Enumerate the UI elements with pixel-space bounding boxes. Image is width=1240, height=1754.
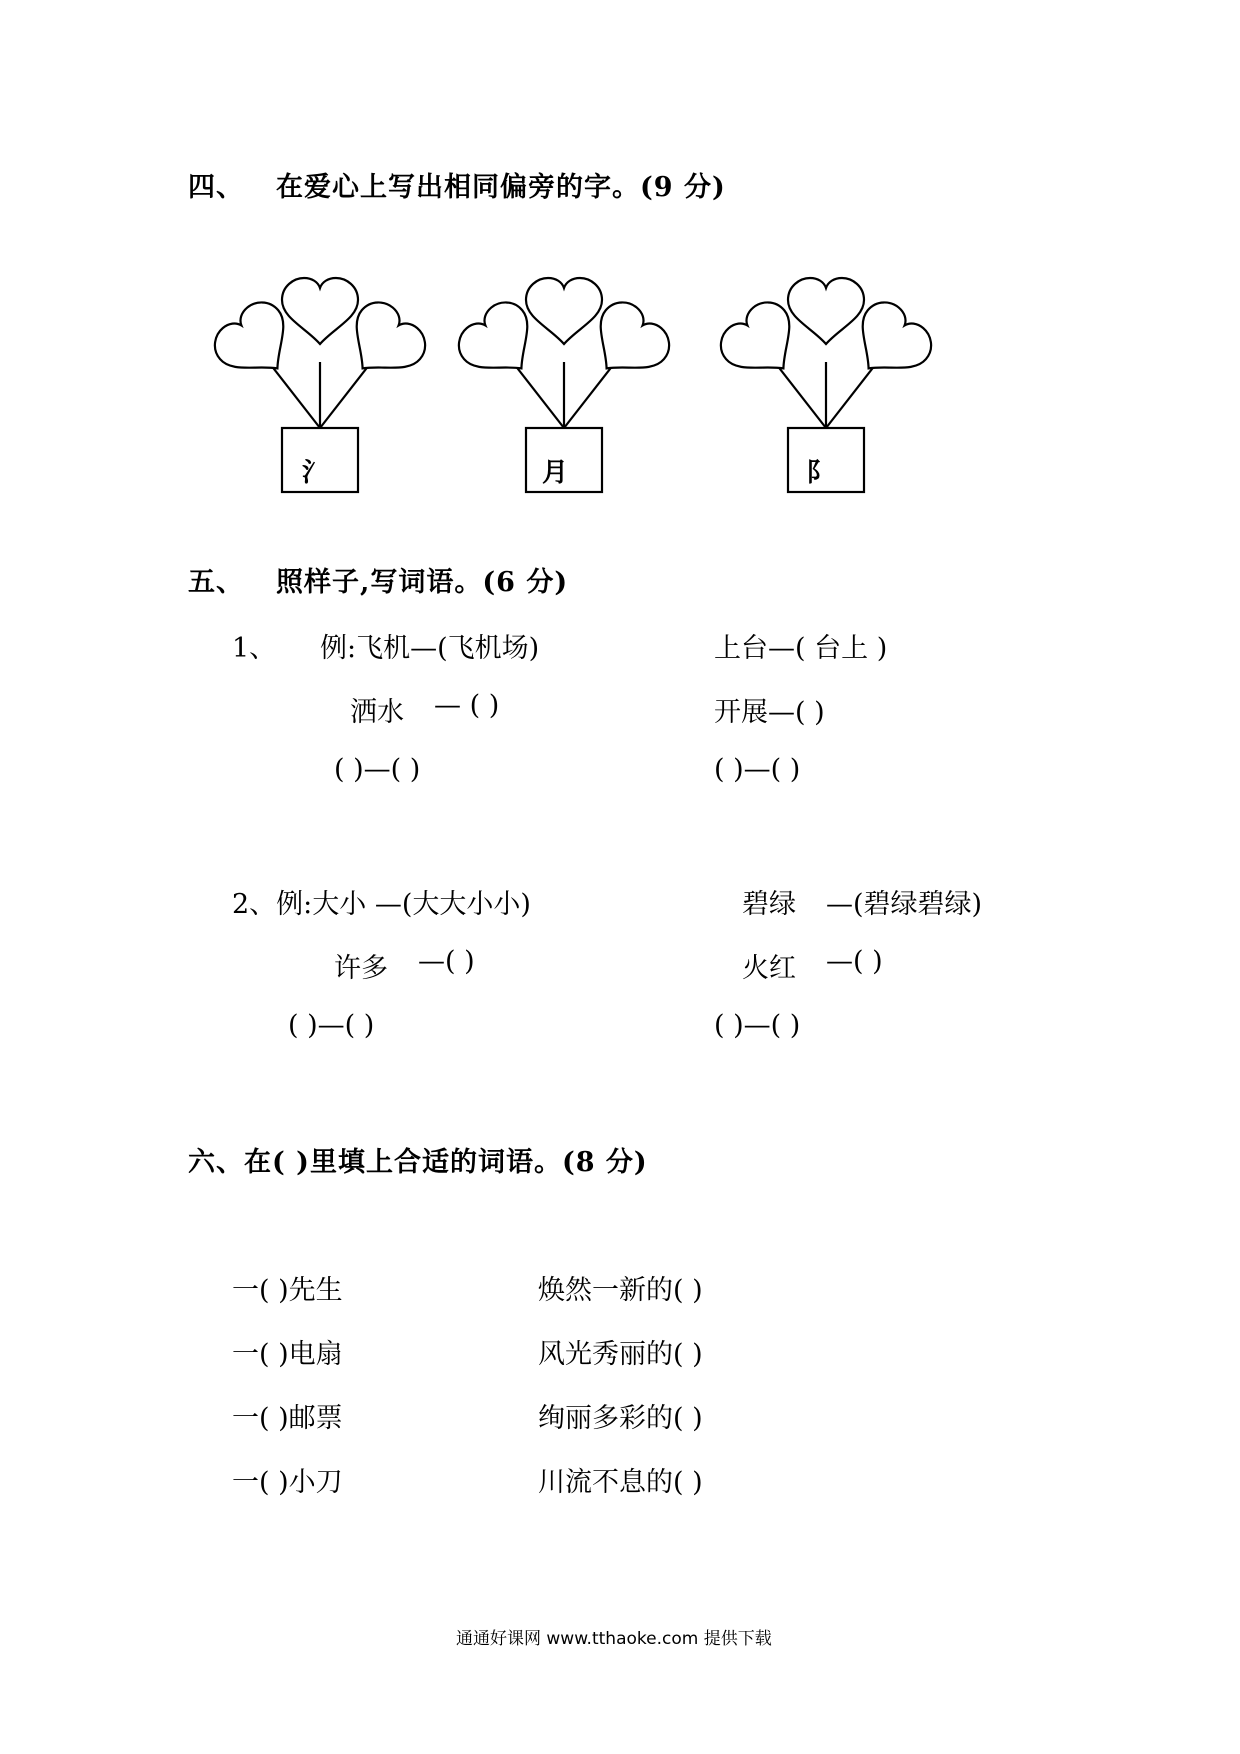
q1-row2-left-blank[interactable]: — ( ) [434, 690, 500, 721]
radical-2: 月 [542, 458, 569, 488]
s6-right-item-3[interactable]: 绚丽多彩的( ) [538, 1403, 703, 1434]
s6-left-item-2[interactable]: 一( )电扇 [232, 1339, 343, 1370]
heart-top-2 [526, 278, 602, 344]
q2-example-left: 2、例:大小 —(大大小小) [232, 889, 531, 920]
q1-row2-right[interactable]: 开展—( ) [714, 697, 825, 728]
s6-right-item-2[interactable]: 风光秀丽的( ) [538, 1339, 703, 1370]
s6-left-item-1[interactable]: 一( )先生 [232, 1275, 343, 1306]
q1-row3-right[interactable]: ( )—( ) [714, 754, 801, 785]
heart-top-3 [788, 278, 864, 344]
q1-row3-left[interactable]: ( )—( ) [334, 754, 421, 785]
q1-number: 1、 [232, 633, 277, 664]
radical-1: 氵 [302, 458, 329, 488]
q1-example-left: 例:飞机—(飞机场) [320, 633, 540, 664]
section4-number: 四、 [188, 172, 244, 203]
q2-example-right-blank: —(碧绿碧绿) [826, 889, 983, 920]
s6-right-item-4[interactable]: 川流不息的( ) [538, 1467, 703, 1498]
section5-number: 五、 [188, 567, 244, 598]
q2-row2-left-blank[interactable]: —( ) [418, 946, 475, 977]
q1-example-right: 上台—( 台上 ) [714, 633, 888, 664]
section4-title: 在爱心上写出相同偏旁的字。(9 分) [276, 172, 726, 203]
heart-diagrams [0, 0, 1240, 520]
q2-row2-left-word: 许多 [334, 953, 388, 984]
q2-row2-right-word: 火红 [742, 953, 796, 984]
s6-right-item-1[interactable]: 焕然一新的( ) [538, 1275, 703, 1306]
radical-3: 阝 [806, 458, 833, 488]
q2-row3-left[interactable]: ( )—( ) [288, 1010, 375, 1041]
q2-row2-right-blank[interactable]: —( ) [826, 946, 883, 977]
footer-text: 通通好课网 www.tthaoke.com 提供下载 [456, 1629, 772, 1649]
section6-title: 六、在( )里填上合适的词语。(8 分) [188, 1147, 648, 1178]
s6-left-item-4[interactable]: 一( )小刀 [232, 1467, 343, 1498]
section5-title: 照样子,写词语。(6 分) [276, 567, 569, 598]
q2-example-right-word: 碧绿 [742, 889, 796, 920]
q2-row3-right[interactable]: ( )—( ) [714, 1010, 801, 1041]
s6-left-item-3[interactable]: 一( )邮票 [232, 1403, 343, 1434]
heart-top-1 [282, 278, 358, 344]
q1-row2-left-word: 洒水 [350, 697, 404, 728]
